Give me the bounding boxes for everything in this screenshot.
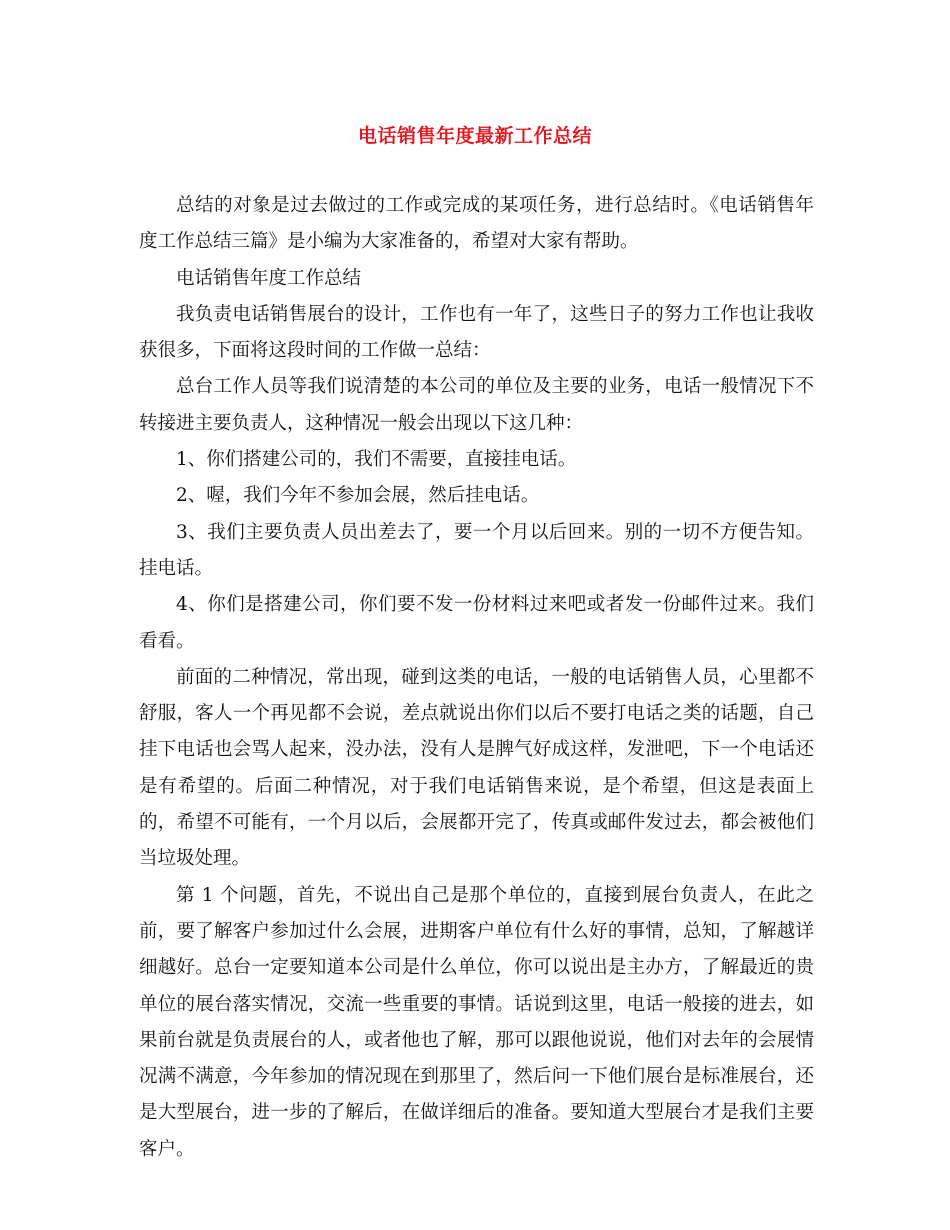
list-item-2: 2、喔，我们今年不参加会展，然后挂电话。 [176, 485, 540, 507]
paragraph-problem-1: 第 1 个问题，首先，不说出自己是那个单位的，直接到展台负责人，在此之前，要了解客户参加过什么会展，进期客户单位有什么好的事情，总知，了解越详细越好。总台一定要知道本公司是什么单位，你可以说出是主办方，了解最近的贵单位的展台落实情况，交流一些重要的事情。话说到这里，电话一般接的进去，如果前台就是负责展台的人，或者他也了解，那可以跟他说说，他们对去年的会展情况满不满意，今年参加的情况现在到那里了，然后问一下他们展台是标准展台，还是大型展台，进一步的了解后，在做详细后的准备。要知道大型展台才是我们主要客户。 [139, 884, 814, 1160]
paragraph-opening: 我负责电话销售展台的设计，工作也有一年了，这些日子的努力工作也让我收获很多，下面将这段时间的工作做一总结： [139, 303, 814, 362]
paragraph-subtitle: 电话销售年度工作总结 [176, 267, 362, 289]
list-item-1: 1、你们搭建公司的，我们不需要，直接挂电话。 [176, 449, 577, 471]
document-body [139, 188, 814, 1168]
paragraph-reception: 总台工作人员等我们说清楚的本公司的单位及主要的业务，电话一般情况下不转接进主要负责人，这种情况一般会出现以下这几种： [139, 376, 814, 434]
list-item-4: 4、你们是搭建公司，你们要不发一份材料过来吧或者发一份邮件过来。我们看看。 [139, 594, 814, 652]
document-title: 电话销售年度最新工作总结 [357, 125, 592, 147]
list-item-3: 3、我们主要负责人员出差去了，要一个月以后回来。别的一切不方便告知。挂电话。 [139, 521, 814, 579]
paragraph-intro: 总结的对象是过去做过的工作或完成的某项任务，进行总结时。《电话销售年度工作总结三篇》是小编为大家准备的，希望对大家有帮助。 [139, 195, 814, 253]
paragraph-analysis: 前面的二种情况，常出现，碰到这类的电话，一般的电话销售人员，心里都不舒服，客人一个再见都不会说，差点就说出你们以后不要打电话之类的话题，自己挂下电话也会骂人起来，没办法，没有人是脾气好成这样，发泄吧，下一个电话还是有希望的。后面二种情况，对于我们电话销售来说，是个希望，但这是表面上的，希望不可能有，一个月以后，会展都开完了，传真或邮件发过去，都会被他们当垃圾处理。 [139, 666, 814, 870]
